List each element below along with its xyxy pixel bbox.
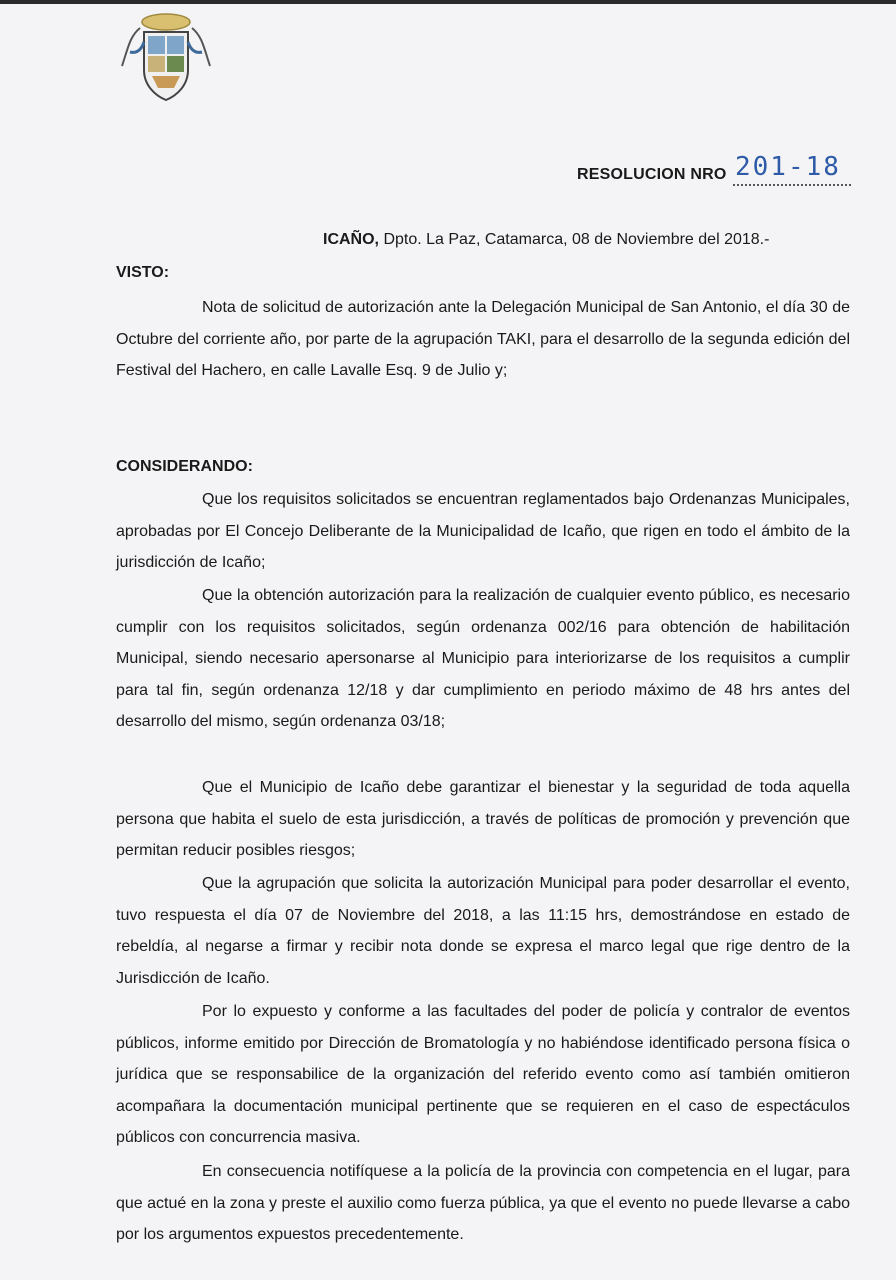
considerando-paragraph: Que el Municipio de Icaño debe garantizar el bienestar y la seguridad de toda aquella persona que habita el suelo de esta jurisdicción, a través de políticas de promoción y prevención que permitan reducir posibles riesgos;	[116, 779, 850, 859]
resolution-number: 201-18	[735, 152, 841, 182]
considerando-paragraph: Por lo expuesto y conforme a las facultades del poder de policía y contralor de eventos públicos, informe emitido por Dirección de Bromatología y no habiéndose identificado persona física o jurídica que se responsabilice de la organización del referido evento como así también omitieron acompañara la documentación municipal pertinente que se requieren en el caso de espectáculos públicos con concurrencia masiva.	[116, 1003, 850, 1146]
dateline-date: Dpto. La Paz, Catamarca, 08 de Noviembre del 2018.-	[383, 231, 770, 248]
considerando-paragraph: Que la obtención autorización para la realización de cualquier evento público, es necesario cumplir con los requisitos solicitados, según ordenanza 002/16 para obtención de habilitación Municipal, siendo necesario apersonarse al Municipio para interiorizarse de los requisitos a cumplir para tal fin, según ordenanza 12/18 y dar cumplimiento en periodo máximo de 48 hrs antes del desarrollo del mismo, según ordenanza 03/18;	[116, 587, 850, 730]
considerando-paragraph: Que los requisitos solicitados se encuentran reglamentados bajo Ordenanzas Municipales, aprobadas por El Concejo Deliberante de la Municipalidad de Icaño, que rigen en todo el ámbito de la jurisdicción de Icaño;	[116, 491, 850, 571]
dateline	[323, 231, 769, 249]
resolution-label: RESOLUCION NRO	[577, 166, 727, 183]
resolution-dotted-line	[733, 184, 851, 186]
considerando-heading: CONSIDERANDO:	[116, 458, 253, 475]
considerando-paragraph: Que la agrupación que solicita la autorización Municipal para poder desarrollar el evento, tuvo respuesta el día 07 de Noviembre del 2018, a las 11:15 hrs, demostrándose en estado de rebeldía, al negarse a firmar y recibir nota donde se expresa el marco legal que rige dentro de la Jurisdicción de Icaño.	[116, 875, 850, 987]
considerando-paragraph: En consecuencia notifíquese a la policía de la provincia con competencia en el lugar, para que actué en la zona y preste el auxilio como fuerza pública, ya que el evento no puede llevarse a cabo por los argumentos expuestos precedentemente.	[116, 1163, 850, 1243]
visto-heading: VISTO:	[116, 264, 170, 281]
visto-paragraph: Nota de solicitud de autorización ante la Delegación Municipal de San Antonio, el día 30 de Octubre del corriente año, por parte de la agrupación TAKI, para el desarrollo de la segunda edición del Festival del Hachero, en calle Lavalle Esq. 9 de Julio y;	[116, 299, 850, 379]
municipal-crest-icon	[118, 8, 214, 104]
dateline-place: ICAÑO,	[323, 231, 379, 248]
